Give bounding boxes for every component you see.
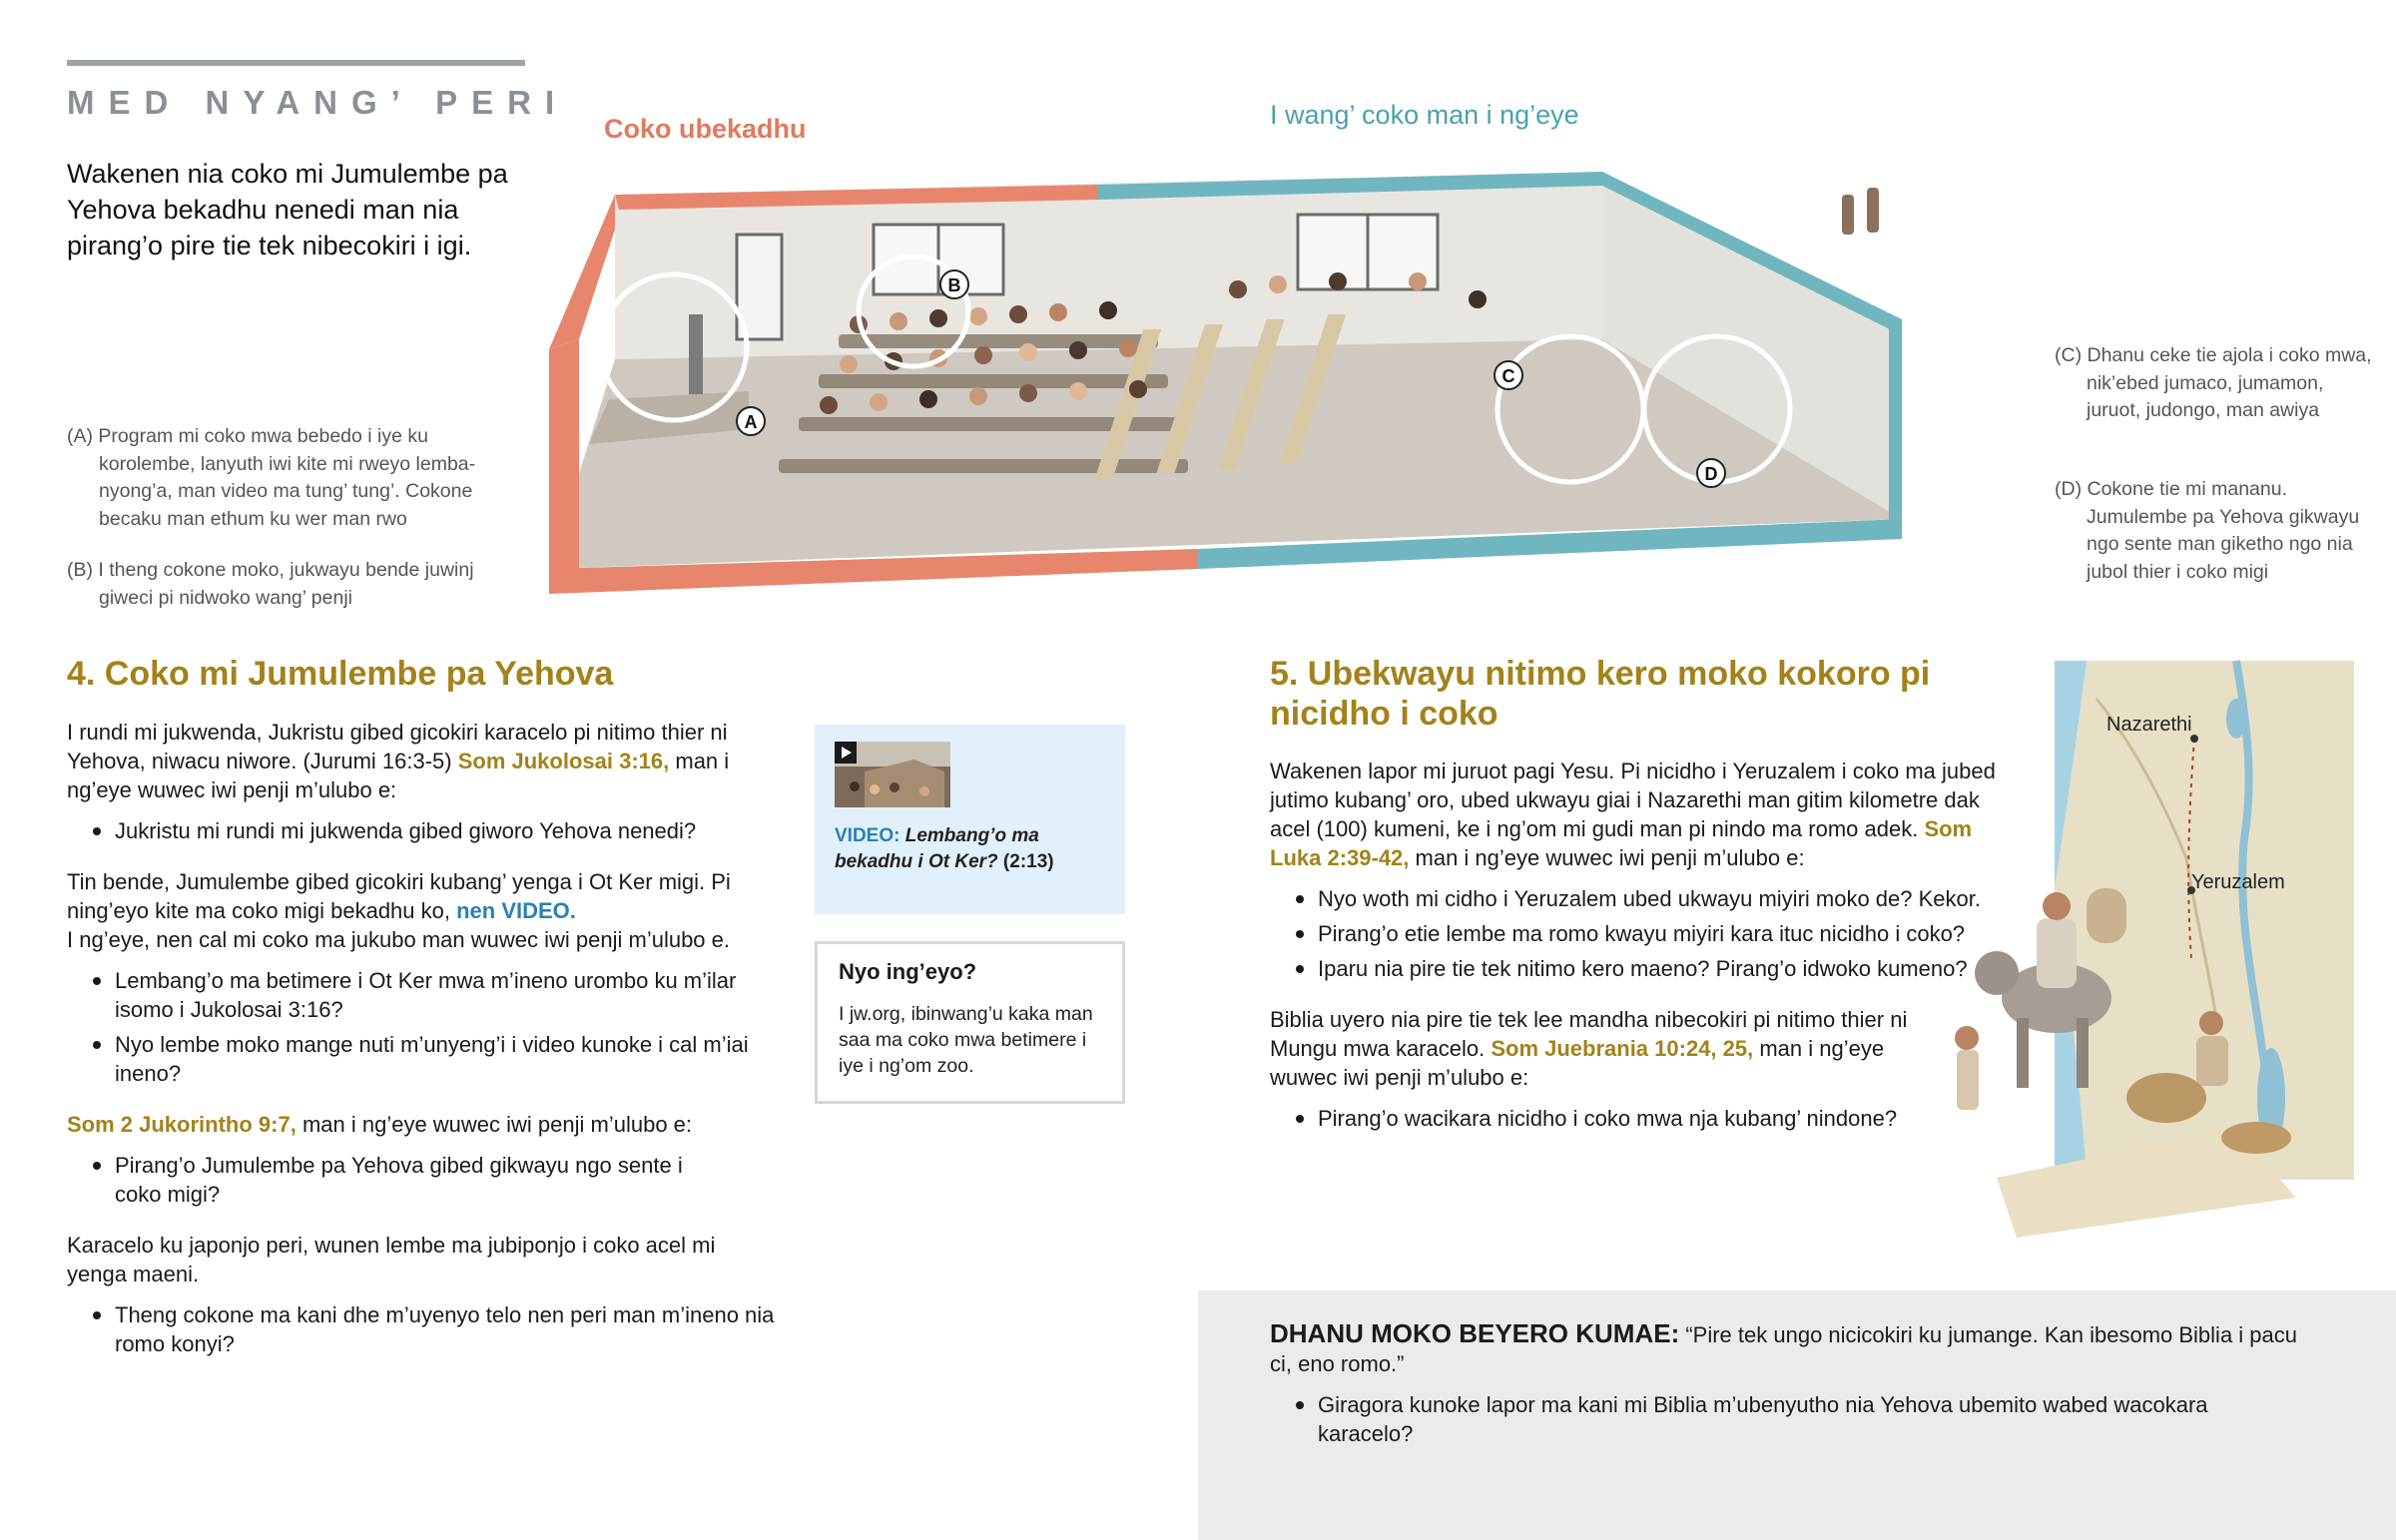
kingdom-hall-illustration: [519, 100, 1917, 619]
s4-paragraph-2: Tin bende, Jumulembe gibed gicokiri kubang’ yenga i Ot Ker migi. Pi ning’eyo kite ma coko migi bekadhu ko, nen VIDEO. I ng’eye, nen cal mi coko ma jukubo man wuwec iwi penji m’ulubo e.: [67, 869, 731, 952]
objection-quote: DHANU MOKO BEYERO KUMAE: “Pire tek ungo nicicokiri ku jumange. Kan ibesomo Biblia i pacu ci, eno romo.”: [1270, 1318, 2297, 1376]
s5-bullet-2: Pirang’o etie lembe ma romo kwayu miyiri kara ituc nicidho i coko?: [1270, 919, 2009, 948]
section-5-title: 5. Ubekwayu nitimo kero moko kokoro pi nicidho i coko: [1270, 655, 1931, 733]
video-thumbnail[interactable]: [835, 742, 950, 807]
scripture-link-hebrews[interactable]: Som Juebrania 10:24, 25,: [1491, 1036, 1754, 1061]
section-kicker: MED NYANG’ PERI: [67, 84, 569, 121]
caption-b: (B) I theng cokone moko, jukwayu bende juwinj giweci pi nidwoko wang’ penji: [67, 559, 474, 609]
marker-b: [940, 270, 968, 298]
s5-bullet-3: Iparu nia pire tie tek nitimo kero maeno? Pirang’o idwoko kumeno?: [1270, 954, 2009, 983]
svg-text:C: C: [1501, 366, 1515, 386]
s4-bullet-1: Jukristu mi rundi mi jukwenda gibed giworo Yehova nenedi?: [67, 816, 776, 845]
did-you-know-text: I jw.org, ibinwang’u kaka man saa ma coko mwa betimere i iye i ng’om zoo.: [839, 1003, 1093, 1077]
svg-text:B: B: [947, 275, 961, 295]
caption-d: (D) Cokone tie mi mananu. Jumulembe pa Yehova gikwayu ngo sente man giketho ngo nia jubol thier i coko migi: [2055, 478, 2360, 583]
svg-text:A: A: [744, 412, 758, 432]
play-icon[interactable]: [835, 742, 857, 764]
scripture-link-luke[interactable]: Som Luka 2:39-42,: [1270, 816, 1973, 870]
left-wall: [549, 339, 579, 594]
s5-bullet-4: Pirang’o wacikara nicidho i coko mwa nja kubang’ nindone?: [1270, 1104, 2009, 1133]
objection-bullet-1: Giragora kunoke lapor ma kani mi Biblia m’ubenyutho nia Yehova ubemito wabed wacokara karacelo?: [1270, 1390, 2298, 1448]
s5-bullet-1: Nyo woth mi cidho i Yeruzalem ubed ukwayu miyiri moko de? Kekor.: [1270, 884, 2009, 913]
caption-a: (A) Program mi coko mwa bebedo i iye ku korolembe, lanyuth iwi kite mi rweyo lembanyong’a, man video ma tung’ tung’. Cokone becaku man ethum ku wer man rwo: [67, 425, 476, 530]
scripture-link-2-corinthians[interactable]: Som 2 Jukorintho 9:7,: [67, 1112, 297, 1137]
s4-paragraph-1: I rundi mi jukwenda, Jukristu gibed gicokiri karacelo pi nitimo thier ni Yehova, niwacu niwore. (Jurumi 16:3-5) Som Jukolosai 3:16, man i ng’eye wuwec iwi penji m’ulubo e:: [67, 720, 730, 802]
s4-bullet-4: Pirang’o Jumulembe pa Yehova gibed gikwayu ngo sente i coko migi?: [67, 1151, 726, 1209]
s5-paragraph-1: Wakenen lapor mi juruot pagi Yesu. Pi nicidho i Yeruzalem i coko ma jubed jutimo kubang’ oro, ubed ukwayu giai i Nazarethi man gitim kilometre dak acel (100) kumeni, ke i ng’om mi gudi man pi nindo ma romo adek. Som Luka 2:39-42, man i ng’eye wuwec iwi penji m’ulubo e:: [1270, 759, 1996, 870]
label-meeting-in-progress: Coko ubekadhu: [604, 114, 807, 144]
s4-bullet-3: Nyo lembe moko mange nuti m’unyeng’i i video kunoke i cal m’iai ineno?: [67, 1030, 776, 1088]
objection-lead: DHANU MOKO BEYERO KUMAE:: [1270, 1318, 1680, 1348]
header-rule: [67, 60, 525, 66]
see-video-link[interactable]: nen VIDEO.: [456, 898, 576, 923]
s4-bullet-2: Lembang’o ma betimere i Ot Ker mwa m’ineno urombo ku m’ilar isomo i Jukolosai 3:16?: [67, 966, 776, 1024]
svg-text:D: D: [1704, 464, 1718, 484]
s4-bullet-5: Theng cokone ma kani dhe m’uyenyo telo nen peri man m’ineno nia romo konyi?: [67, 1300, 776, 1358]
section-4-body: [67, 718, 776, 1358]
label-before-after-meeting: I wang’ coko man i ng’eye: [1270, 100, 1579, 130]
map-label-nazareth: Nazarethi: [2106, 714, 2192, 736]
video-caption[interactable]: VIDEO: Lembang’o ma bekadhu i Ot Ker? (2:13): [835, 825, 1054, 872]
section-5-body: [1270, 757, 2009, 1133]
marker-c: [1495, 361, 1522, 389]
objection-content: [1270, 1319, 2298, 1448]
marker-d: [1697, 459, 1725, 487]
marker-a: [737, 407, 765, 435]
s4-paragraph-3: Som 2 Jukorintho 9:7, man i ng’eye wuwec iwi penji m’ulubo e:: [67, 1112, 693, 1137]
s4-paragraph-4: Karacelo ku japonjo peri, wunen lembe ma jubiponjo i coko acel mi yenga maeni.: [67, 1233, 716, 1286]
intro-text: Wakenen nia coko mi Jumulembe pa Yehova bekadhu nenedi man nia pirang’o pire tie tek nibecokiri i igi.: [67, 159, 508, 260]
map-label-jerusalem: Yeruzalem: [2191, 871, 2285, 893]
scripture-link-colossians[interactable]: Som Jukolosai 3:16,: [457, 749, 670, 773]
s5-paragraph-2: Biblia uyero nia pire tie tek lee mandha nibecokiri pi nitimo thier ni Mungu mwa karacelo. Som Juebrania 10:24, 25, man i ng’eye wuwec iwi penji m’ulubo e:: [1270, 1007, 1908, 1090]
did-you-know-title: Nyo ing’eyo?: [839, 959, 977, 984]
section-4-title: 4. Coko mi Jumulembe pa Yehova: [67, 655, 614, 693]
caption-c: (C) Dhanu ceke tie ajola i coko mwa, nik’ebed jumaco, jumamon, juruot, judongo, man awiya: [2055, 344, 2372, 421]
map-nazareth-jerusalem: [1937, 659, 2356, 1238]
